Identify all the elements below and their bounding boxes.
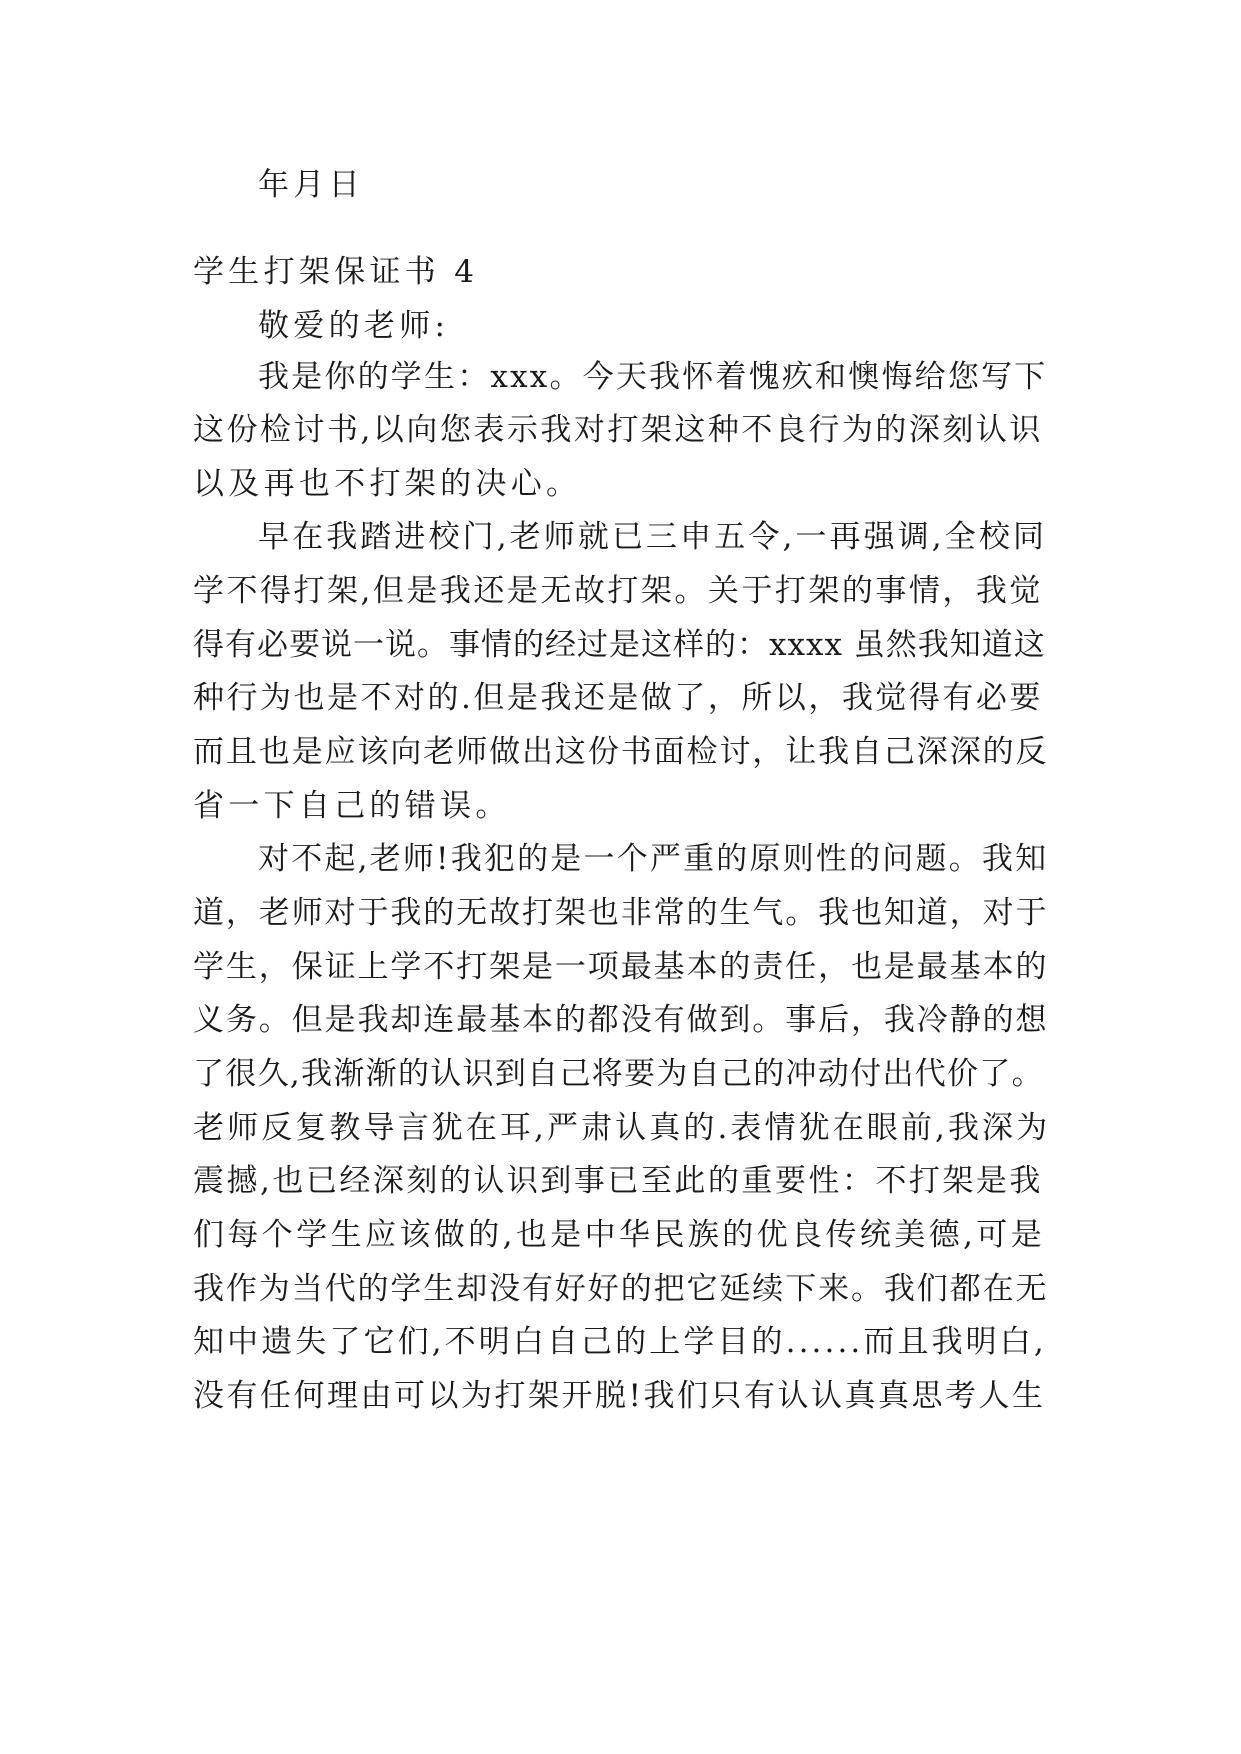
text-line: 学生，保证上学不打架是一项最基本的责任，也是最基本的 <box>193 949 1049 985</box>
text-line: 们每个学生应该做的,也是中华民族的优良传统美德,可是 <box>193 1217 1046 1253</box>
text-line: 以及再也不打架的决心。 <box>193 466 582 502</box>
text-line: 这份检讨书,以向您表示我对打架这种不良行为的深刻认识 <box>193 412 1043 448</box>
text-line: 我作为当代的学生却没有好好的把它延续下来。我们都在无 <box>193 1271 1049 1307</box>
text-line: 学不得打架,但是我还是无故打架。关于打架的事情，我觉 <box>193 573 1043 609</box>
text-line: 种行为也是不对的.但是我还是做了，所以，我觉得有必要 <box>193 680 1043 716</box>
text-line: 对不起,老师!我犯的是一个严重的原则性的问题。我知 <box>258 841 1049 877</box>
text-line: 知中遗失了它们,不明白自己的上学目的......而且我明白, <box>193 1324 1047 1360</box>
text-line: 早在我踏进校门,老师就已三申五令,一再强调,全校同 <box>258 519 1048 555</box>
text-line: 震撼,也已经深刻的认识到事已至此的重要性：不打架是我 <box>193 1163 1043 1199</box>
date-line: 年月日 <box>258 167 364 203</box>
document-title: 学生打架保证书 4 <box>193 254 479 290</box>
text-line: 省一下自己的错误。 <box>193 788 511 824</box>
text-line: 义务。但是我却连最基本的都没有做到。事后，我冷静的想 <box>193 1002 1049 1038</box>
text-line: 老师反复教导言犹在耳,严肃认真的.表情犹在眼前,我深为 <box>193 1110 1051 1146</box>
text-line: 我是你的学生：xxx。今天我怀着愧疚和懊悔给您写下 <box>258 359 1048 395</box>
text-line: 而且也是应该向老师做出这份书面检讨，让我自己深深的反 <box>193 734 1049 770</box>
salutation: 敬爱的老师: <box>258 308 450 344</box>
text-line: 没有任何理由可以为打架开脱!我们只有认认真真思考人生 <box>193 1378 1046 1414</box>
text-line: 得有必要说一说。事情的经过是这样的：xxxx 虽然我知道这 <box>193 627 1046 663</box>
text-line: 道，老师对于我的无故打架也非常的生气。我也知道，对于 <box>193 895 1049 931</box>
text-line: 了很久,我渐渐的认识到自己将要为自己的冲动付出代价了。 <box>193 1056 1044 1092</box>
